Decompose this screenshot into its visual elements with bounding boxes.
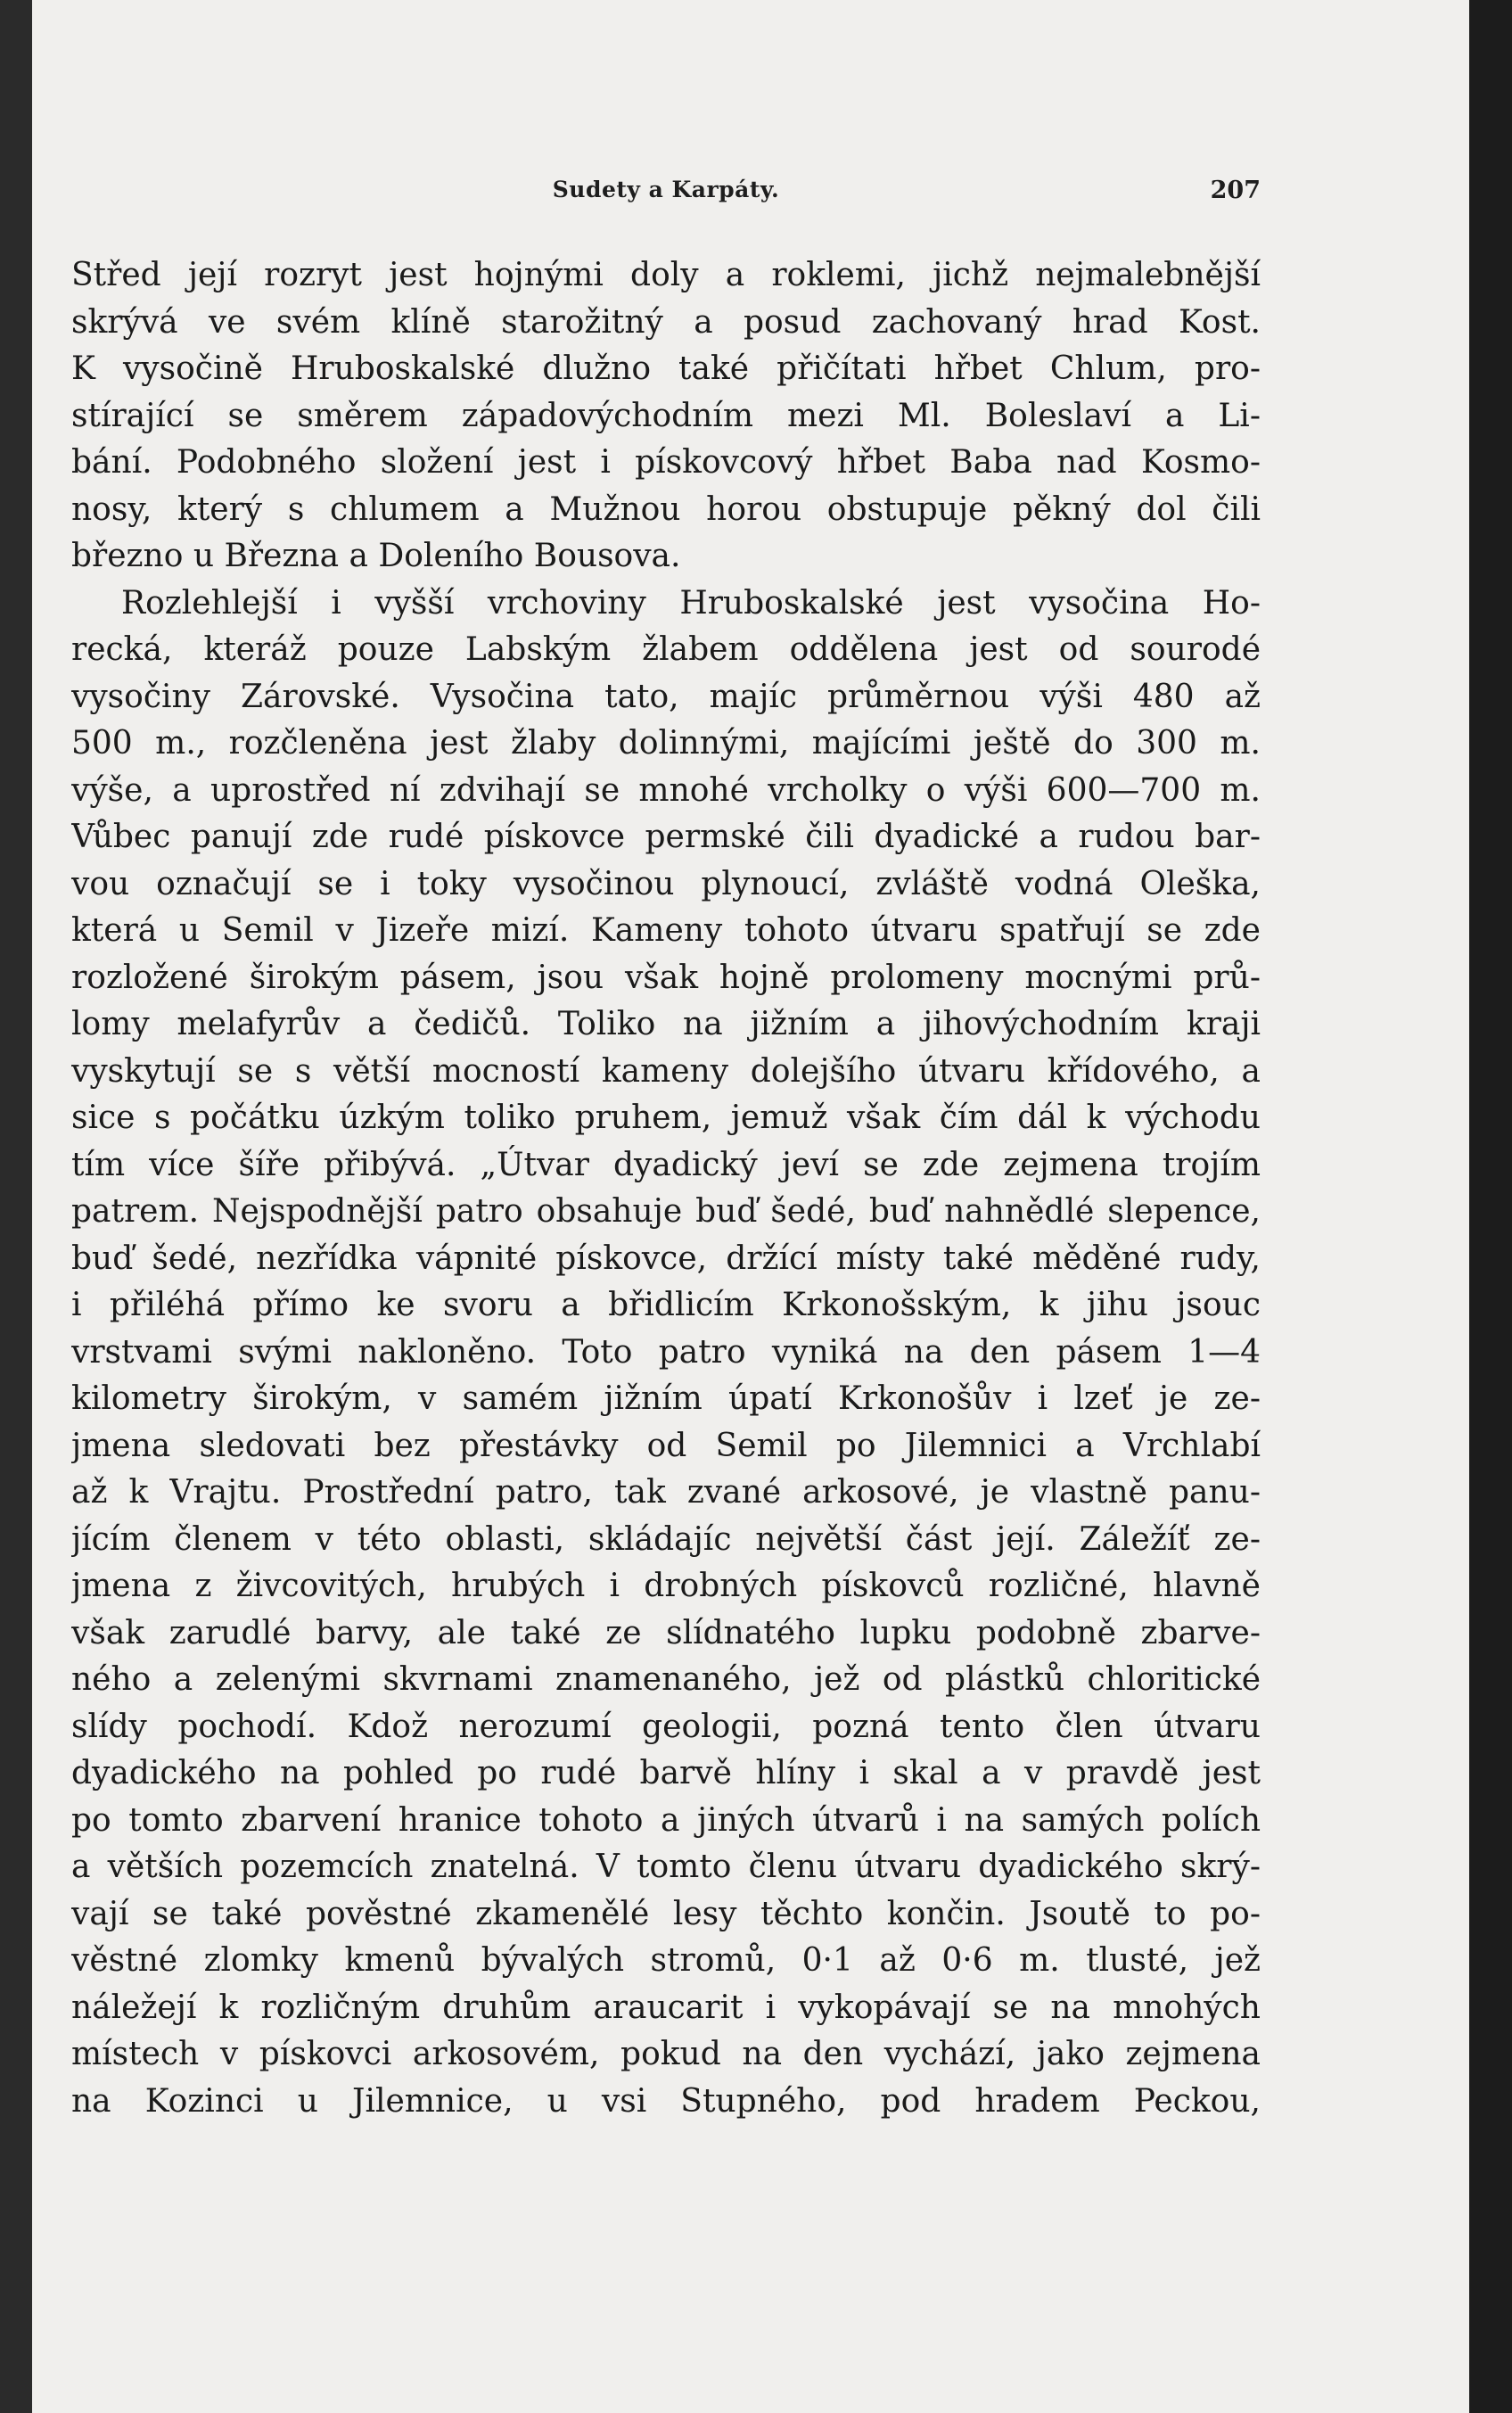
text-line: vají se také pověstné zkamenělé lesy těchto končin. Jsoutě to po- bbox=[71, 1895, 1261, 1932]
text-line: kilometry širokým, v samém jižním úpatí Krkonošův i lzeť je ze- bbox=[71, 1380, 1261, 1417]
text-line: i přiléhá přímo ke svoru a břidlicím Krkonošským, k jihu jsouc bbox=[71, 1287, 1261, 1323]
text-line: vou označují se i toky vysočinou plynoucí, zvláště vodná Oleška, bbox=[71, 865, 1261, 902]
text-line: výše, a uprostřed ní zdvihají se mnohé vrcholky o výši 600—700 m. bbox=[71, 771, 1261, 809]
text-line: a větších pozemcích znatelná. V tomto členu útvaru dyadického skrý- bbox=[71, 1849, 1261, 1885]
text-line: bání. Podobného složení jest i pískovcový hřbet Baba nad Kosmo- bbox=[71, 444, 1261, 481]
text-line: vrstvami svými nakloněno. Toto patro vyniká na den pásem 1—4 bbox=[71, 1333, 1261, 1371]
text-line: Střed její rozryt jest hojnými doly a roklemi, jichž nejmalebnější bbox=[71, 257, 1261, 293]
text-line: rozložené širokým pásem, jsou však hojně prolomeny mocnými prů- bbox=[71, 959, 1261, 996]
text-line: jícím členem v této oblasti, skládajíc největší část její. Záležíť ze- bbox=[71, 1520, 1261, 1558]
text-line: místech v pískovci arkosovém, pokud na den vychází, jako zejmena bbox=[71, 2036, 1261, 2072]
text-line: recká, kteráž pouze Labským žlabem oddělena jest od sourodé bbox=[71, 631, 1261, 668]
text-line: která u Semil v Jizeře mizí. Kameny tohoto útvaru spatřují se zde bbox=[71, 912, 1261, 949]
text-line: lomy melafyrův a čedičů. Toliko na jižním a jihovýchodním kraji bbox=[71, 1006, 1261, 1042]
text-line: slídy pochodí. Kdož nerozumí geologii, pozná tento člen útvaru bbox=[71, 1708, 1261, 1745]
text-line: patrem. Nejspodnější patro obsahuje buď šedé, buď nahnědlé slepence, bbox=[71, 1193, 1261, 1230]
text-line: ného a zelenými skvrnami znamenaného, jež od plástků chloritické bbox=[71, 1661, 1261, 1698]
text-line: po tomto zbarvení hranice tohoto a jiných útvarů i na samých polích bbox=[71, 1801, 1261, 1839]
text-line: až k Vrajtu. Prostřední patro, tak zvané arkosové, je vlastně panu- bbox=[71, 1474, 1261, 1511]
text-line: však zarudlé barvy, ale také ze slídnatého lupku podobně zbarve- bbox=[71, 1614, 1261, 1651]
text-line: Rozlehlejší i vyšší vrchoviny Hruboskalské jest vysočina Ho- bbox=[121, 584, 1261, 622]
text-line: 500 m., rozčleněna jest žlaby dolinnými, majícími ještě do 300 m. bbox=[71, 725, 1261, 762]
body-text bbox=[71, 252, 1261, 2125]
text-line: jmena sledovati bez přestávky od Semil po Jilemnici a Vrchlabí bbox=[71, 1427, 1261, 1464]
text-line: jmena z živcovitých, hrubých i drobných pískovců rozličné, hlavně bbox=[71, 1568, 1261, 1604]
text-line: stírající se směrem západovýchodním mezi Ml. Boleslaví a Li- bbox=[71, 397, 1261, 434]
running-title: Sudety a Karpáty. bbox=[552, 177, 780, 202]
text-line: na Kozinci u Jilemnice, u vsi Stupného, pod hradem Peckou, bbox=[71, 2082, 1261, 2120]
text-line: náležejí k rozličným druhům araucarit i vykopávají se na mnohých bbox=[71, 1989, 1261, 2026]
text-line: tím více šíře přibývá. „Útvar dyadický jeví se zde zejmena trojím bbox=[71, 1146, 1261, 1183]
text-line: věstné zlomky kmenů bývalých stromů, 0·1 až 0·6 m. tlusté, jež bbox=[71, 1942, 1261, 1979]
text-line: vysočiny Zárovské. Vysočina tato, majíc průměrnou výši 480 až bbox=[71, 678, 1261, 715]
text-line: nosy, který s chlumem a Mužnou horou obstupuje pěkný dol čili bbox=[71, 490, 1261, 528]
text-line: Vůbec panují zde rudé pískovce permské čili dyadické a rudou bar- bbox=[71, 819, 1261, 855]
text-line: buď šedé, nezřídka vápnité pískovce, držící místy také měděné rudy, bbox=[71, 1239, 1261, 1277]
text-line: vyskytují se s větší mocností kameny dolejšího útvaru křídového, a bbox=[71, 1052, 1261, 1090]
text-line: skrývá ve svém klíně starožitný a posud zachovaný hrad Kost. bbox=[71, 303, 1261, 341]
text-line: březno u Března a Doleního Bousova. bbox=[71, 538, 681, 574]
text-line: dyadického na pohled po rudé barvě hlíny i skal a v pravdě jest bbox=[71, 1755, 1261, 1791]
scan-edge bbox=[1469, 0, 1512, 2413]
page-header bbox=[71, 177, 1261, 212]
text-line: sice s počátku úzkým toliko pruhem, jemuž však čím dál k východu bbox=[71, 1099, 1261, 1136]
text-line: K vysočině Hruboskalské dlužno také přičítati hřbet Chlum, pro- bbox=[71, 350, 1261, 387]
page-number: 207 bbox=[1210, 177, 1261, 204]
